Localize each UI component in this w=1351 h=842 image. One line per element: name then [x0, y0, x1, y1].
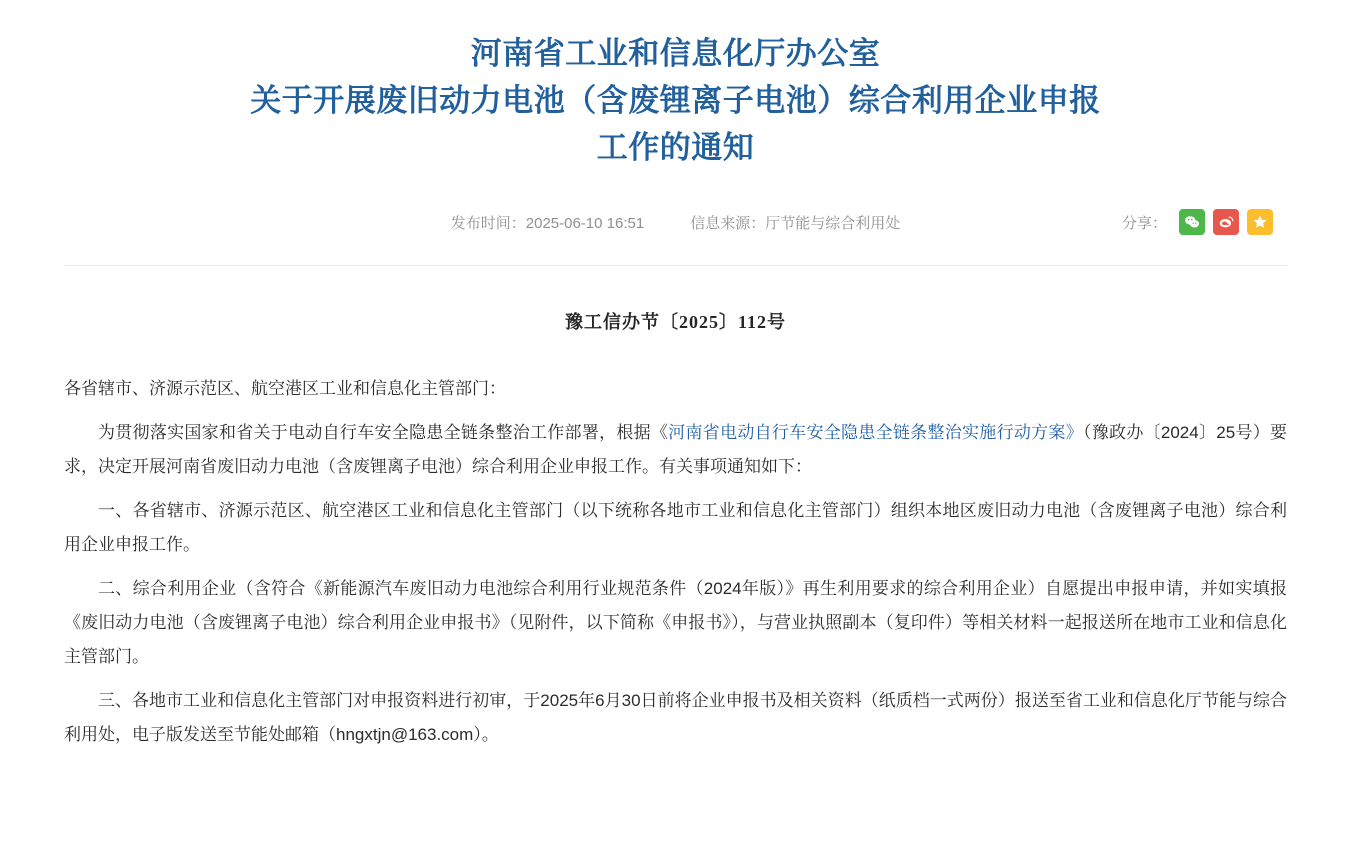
paragraph-item-1: 一、各省辖市、济源示范区、航空港区工业和信息化主管部门（以下统称各地市工业和信息化主管部门）组织本地区废旧动力电池（含废锂离子电池）综合利用企业申报工作。 [64, 501, 1287, 555]
wechat-share-icon[interactable] [1179, 209, 1205, 235]
document-title-block [0, 0, 1351, 171]
paragraph-intro-part-b: （豫政办〔2024〕25号）要求，决定开展河南省废旧动力电池（含废锂离子电池）综合利用企业申报工作。有关事项通知如下： [64, 423, 1288, 477]
page-title [64, 30, 1287, 171]
document-number: 豫工信办节〔2025〕112号 [564, 312, 786, 333]
meta-center-group [451, 212, 900, 233]
info-source-label: 信息来源： [690, 214, 766, 232]
paragraph-item-3: 三、各地市工业和信息化主管部门对申报资料进行初审，于2025年6月30日前将企业申报书及相关资料（纸质档一式两份）报送至省工业和信息化厅节能与综合利用处，电子版发送至节能处邮箱（hngxtjn@163.com）。 [64, 691, 1287, 745]
paragraph-item-2: 二、综合利用企业（含符合《新能源汽车废旧动力电池综合利用行业规范条件（2024年版）》再生利用要求的综合利用企业）自愿提出申报申请，并如实填报《废旧动力电池（含废锂离子电池）综合利用企业申报书》（见附件，以下简称《申报书》），与营业执照副本（复印件）等相关材料一起报送所在地市工业和信息化主管部门。 [64, 579, 1287, 667]
document-body [0, 372, 1351, 802]
title-line-1: 河南省工业和信息化厅办公室 [470, 36, 881, 71]
paragraph-intro-part-a: 为贯彻落实国家和省关于电动自行车安全隐患全链条整治工作部署，根据《 [98, 423, 669, 443]
title-line-2: 关于开展废旧动力电池（含废锂离子电池）综合利用企业申报 [250, 83, 1101, 119]
share-bar [1122, 209, 1273, 235]
share-label: 分享： [1121, 214, 1167, 232]
policy-document-link[interactable]: 河南省电动自行车安全隐患全链条整治实施行动方案》 [668, 423, 1083, 443]
info-source-value: 厅节能与综合利用处 [765, 214, 901, 232]
qzone-share-icon[interactable] [1247, 209, 1273, 235]
salutation-paragraph: 各省辖市、济源示范区、航空港区工业和信息化主管部门： [64, 379, 506, 399]
publish-time-label: 发布时间： [450, 214, 526, 232]
info-source [690, 212, 900, 233]
header-divider [64, 265, 1287, 266]
publish-time-value: 2025-06-10 16:51 [525, 214, 645, 232]
document-meta-row [0, 205, 1351, 239]
paragraph-intro [64, 416, 1287, 484]
weibo-share-icon[interactable] [1213, 209, 1239, 235]
title-line-3: 工作的通知 [596, 130, 755, 166]
publish-time [451, 212, 644, 233]
